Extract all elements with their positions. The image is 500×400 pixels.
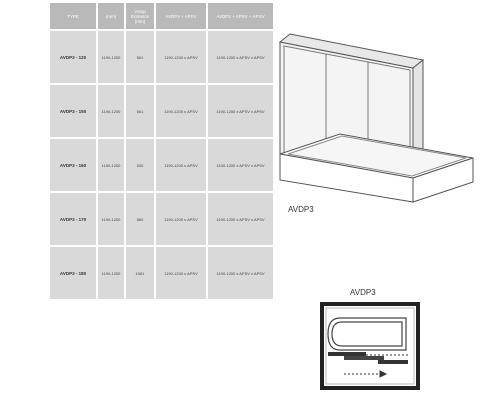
row-combo1: 1190-1200 x APSV xyxy=(154,31,206,83)
row-type: AVDP3 - 150 xyxy=(59,108,87,114)
row-entrance: 561 xyxy=(124,85,154,137)
plan-drawing xyxy=(318,300,428,395)
row-dimension: 1190-1200 xyxy=(96,139,124,191)
row-combo1: 1190-1200 x APSV xyxy=(154,139,206,191)
plan-caption: AVDP3 xyxy=(350,288,376,297)
spec-table xyxy=(50,3,273,299)
header-entrance: Vstup Entrance (mm) xyxy=(124,3,154,29)
row-dimension: 1190-1200 xyxy=(96,31,124,83)
row-entrance: 560 xyxy=(124,193,154,245)
table-row xyxy=(50,29,273,83)
header-type: TYPE xyxy=(67,13,79,19)
table-row xyxy=(50,137,273,191)
header-combo2: AVDP3 + APSV + APSV xyxy=(206,3,273,29)
row-dimension: 1190-1200 xyxy=(96,193,124,245)
table-row xyxy=(50,245,273,299)
row-entrance: 530 xyxy=(124,139,154,191)
row-combo2: 1190-1200 x APSV x APSV xyxy=(206,85,273,137)
row-type: AVDP3 - 160 xyxy=(59,162,87,168)
row-dimension: 1190-1200 xyxy=(96,85,124,137)
row-combo2: 1190-1200 x APSV x APSV xyxy=(206,247,273,299)
elevation-drawing xyxy=(270,30,490,205)
row-combo2: 1190-1200 x APSV x APSV xyxy=(206,31,273,83)
row-combo1: 1190-1200 x APSV xyxy=(154,85,206,137)
row-type: AVDP3 - 120 xyxy=(59,54,87,60)
row-combo2: 1190-1200 x APSV x APSV xyxy=(206,139,273,191)
row-type: AVDP3 - 180 xyxy=(59,270,87,276)
table-row xyxy=(50,191,273,245)
elevation-caption: AVDP3 xyxy=(288,205,314,214)
row-combo1: 1190-1200 x APSV xyxy=(154,193,206,245)
tub-plan xyxy=(328,318,406,350)
bathtub xyxy=(280,134,473,202)
header-dimension: (mm) xyxy=(96,3,124,29)
row-entrance: 561 xyxy=(124,31,154,83)
row-type: AVDP3 - 170 xyxy=(59,216,87,222)
table-header xyxy=(50,3,273,29)
row-combo2: 1190-1200 x APSV x APSV xyxy=(206,193,273,245)
row-combo1: 1190-1200 x APSV xyxy=(154,247,206,299)
header-combo1: AVDP3 + APSV xyxy=(154,3,206,29)
slide-direction-arrow xyxy=(344,371,386,377)
screen-panels-plan xyxy=(328,352,408,364)
row-entrance: 1061 xyxy=(124,247,154,299)
row-dimension: 1190-1200 xyxy=(96,247,124,299)
table-row xyxy=(50,83,273,137)
